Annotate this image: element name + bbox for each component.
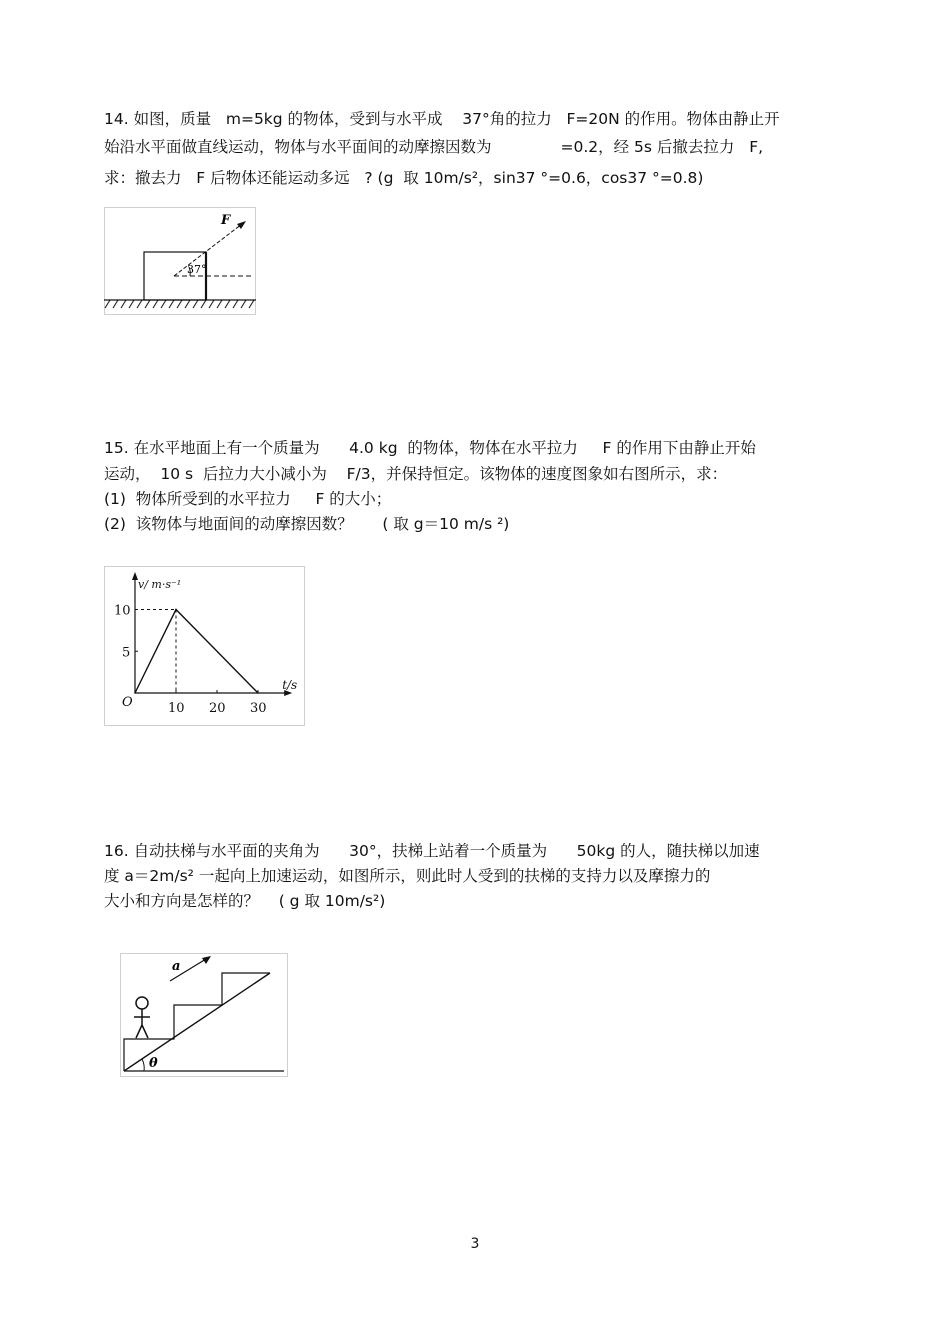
q14-line-3: 求：撤去力 F 后物体还能运动多远 ? (g 取 10m/s²，sin37 °=0.6，cos37 °=0.8) [104,169,704,187]
q14-line-2: 始沿水平面做直线运动，物体与水平面间的动摩擦因数为 =0.2，经 5s 后撤去拉力 F, [104,138,764,156]
q15-line-4: (2) 该物体与地面间的动摩擦因数？ ( 取 g＝10 m/s ²) [104,515,510,533]
x-axis-label: t/s [282,678,298,692]
q14-line-1: 14. 如图，质量 m=5kg 的物体，受到与水平成 37°角的拉力 F=20N 的作用。物体由静止开 [104,110,780,128]
force-label: F [221,213,231,228]
origin-label: O [122,695,133,710]
q15-line-1: 15. 在水平地面上有一个质量为 4.0 kg 的物体，物体在水平拉力 F 的作用下由静止开始 [104,439,756,457]
q16-line-1: 16. 自动扶梯与水平面的夹角为 30°，扶梯上站着一个质量为 50kg 的人，随扶梯以加速 [104,842,760,860]
velocity-time-chart [104,566,305,726]
q14-figure [104,207,256,315]
q16-line-3: 大小和方向是怎样的？ ( g 取 10m/s²) [104,892,386,910]
q15-line-2: 运动， 10 s 后拉力大小减小为 F/3，并保持恒定。该物体的速度图象如右图所示，求： [104,465,728,483]
data-point [175,609,177,611]
angle-label: 37° [187,263,207,276]
acceleration-label: a [172,959,181,974]
x-tick-label: 20 [209,701,226,716]
data-point [257,692,259,694]
y-tick-label: 5 [122,645,131,661]
y-tick-label: 10 [114,603,131,619]
x-tick-label: 30 [250,701,267,716]
theta-label: θ [149,1056,158,1071]
page-number: 3 [470,1236,480,1252]
q16-line-2: 度 a＝2m/s² 一起向上加速运动，如图所示，则此时人受到的扶梯的支持力以及摩擦力的 [104,867,711,885]
data-point [134,692,136,694]
x-tick-label: 10 [168,701,185,716]
q16-figure [120,953,288,1077]
q15-line-3: (1) 物体所受到的水平拉力 F 的大小； [104,490,392,508]
y-axis-label: v/ m·s⁻¹ [138,578,182,591]
